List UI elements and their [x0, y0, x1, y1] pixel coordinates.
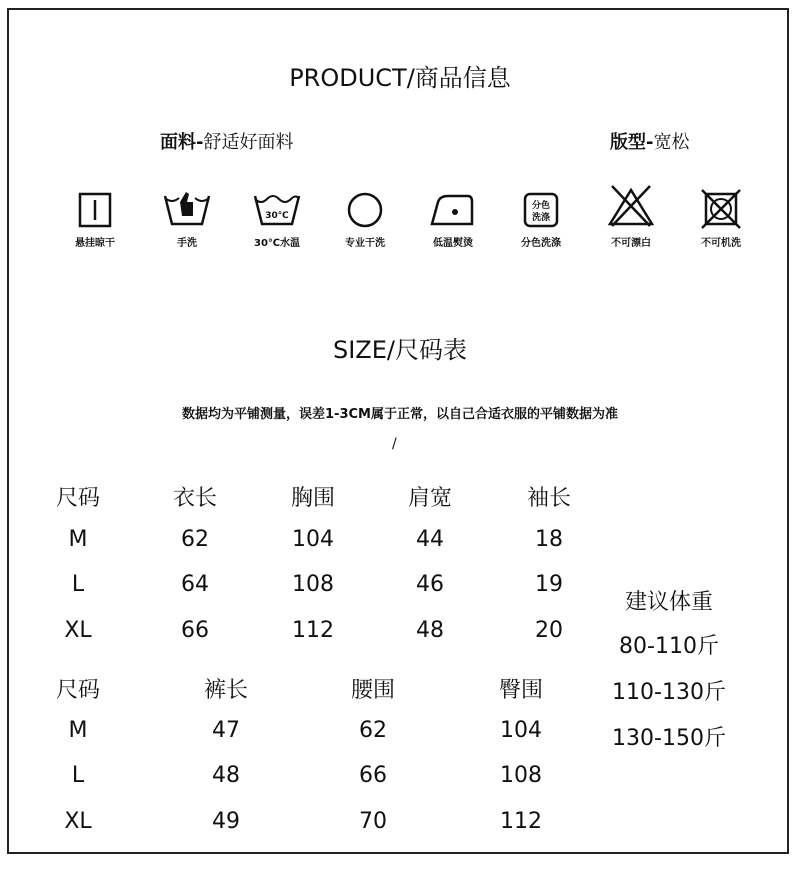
table-cell: 112: [292, 618, 334, 643]
table-cell: 108: [500, 763, 542, 788]
table-cell: 19: [535, 572, 563, 597]
table-header: 臀围: [498, 678, 543, 703]
wash-temp-mark: 30℃: [265, 211, 289, 221]
size-title: SIZE/尺码表: [332, 336, 467, 364]
product-title: PRODUCT/商品信息: [289, 64, 511, 92]
table-cell: 49: [212, 809, 240, 834]
weight-range: 110-130斤: [612, 680, 726, 705]
table-cell: L: [71, 763, 85, 788]
care-label-hand-wash: 手洗: [177, 238, 197, 249]
table-cell: 104: [292, 527, 334, 552]
size-note: 数据均为平铺测量，误差1-3CM属于正常，以自己合适衣服的平铺数据为准: [182, 407, 618, 422]
table-cell: 18: [535, 527, 563, 552]
separate-wash-icon: [516, 190, 566, 234]
table-cell: L: [71, 572, 85, 597]
table-cell: XL: [64, 618, 92, 643]
fit-info: [610, 128, 689, 154]
table-header: 袖长: [526, 486, 571, 511]
table-cell: 64: [181, 572, 209, 597]
table-cell: XL: [64, 809, 92, 834]
table-cell: 66: [181, 618, 209, 643]
hang-dry-icon: [70, 190, 120, 234]
table-cell: 46: [416, 572, 444, 597]
table-cell: 62: [181, 527, 209, 552]
table-cell: 48: [212, 763, 240, 788]
no-machine-wash-icon: [696, 188, 746, 232]
care-label-separate-wash: 分色洗涤: [521, 238, 561, 249]
table-cell: M: [68, 527, 88, 552]
table-header: 裤长: [203, 678, 248, 703]
hand-wash-icon: [162, 190, 212, 234]
table-cell: M: [68, 718, 88, 743]
separate-mark-bottom: 洗涤: [531, 213, 551, 223]
table-cell: 104: [500, 718, 542, 743]
care-label-no-bleach: 不可漂白: [611, 238, 651, 249]
fabric-info: [160, 128, 293, 154]
care-label-dry-clean: 专业干洗: [345, 238, 385, 249]
no-bleach-icon: [606, 184, 656, 228]
table-cell: 20: [535, 618, 563, 643]
low-iron-icon: [428, 190, 478, 234]
table-header: 尺码: [55, 486, 100, 511]
separate-mark-top: 分色: [531, 201, 551, 211]
weight-range: 80-110斤: [619, 634, 719, 659]
table-cell: 44: [416, 527, 444, 552]
weight-title: 建议体重: [624, 590, 713, 615]
table-cell: 48: [416, 618, 444, 643]
care-label-hang-dry: 悬挂晾干: [75, 238, 115, 249]
size-slash: /: [392, 436, 397, 452]
table-cell: 66: [359, 763, 387, 788]
table-header: 腰围: [350, 678, 395, 703]
table-cell: 70: [359, 809, 387, 834]
fit-label: 版型-: [610, 132, 654, 153]
table-header: 衣长: [172, 486, 217, 511]
table-cell: 108: [292, 572, 334, 597]
care-label-low-iron: 低温熨烫: [433, 238, 473, 249]
table-cell: 47: [212, 718, 240, 743]
wash-30c-icon: [252, 190, 302, 234]
table-header: 尺码: [55, 678, 100, 703]
fit-value: 宽松: [653, 132, 690, 153]
table-header: 胸围: [290, 486, 335, 511]
table-cell: 62: [359, 718, 387, 743]
care-label-wash-30c: 30℃水温: [253, 238, 301, 249]
table-cell: 112: [500, 809, 542, 834]
fabric-value: 舒适好面料: [203, 132, 294, 153]
weight-range: 130-150斤: [612, 726, 726, 751]
table-header: 肩宽: [407, 486, 452, 511]
care-label-no-machine-wash: 不可机洗: [701, 238, 741, 249]
fabric-label: 面料-: [160, 132, 204, 153]
dry-clean-icon: [340, 190, 390, 234]
